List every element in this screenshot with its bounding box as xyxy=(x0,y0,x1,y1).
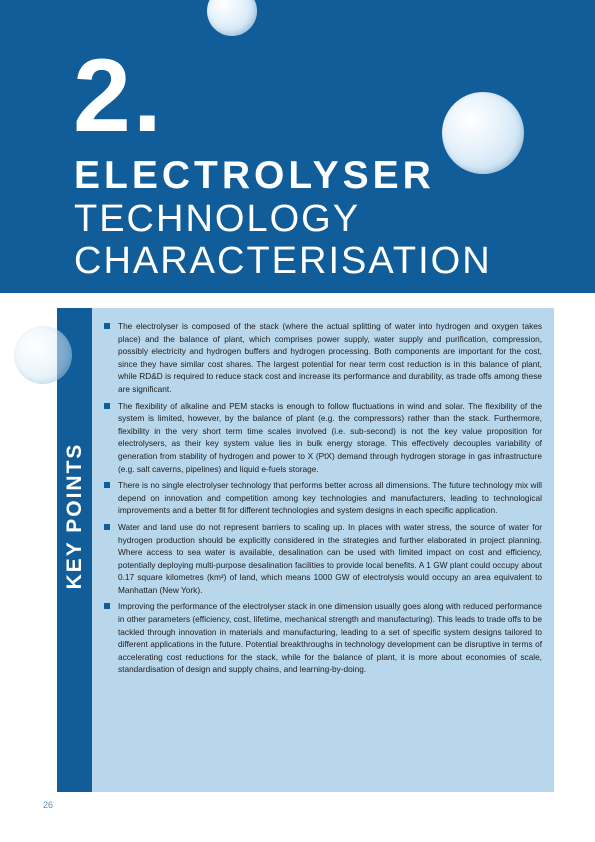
key-point xyxy=(104,320,542,396)
key-points-list xyxy=(104,320,542,680)
chapter-title-line-1: ELECTROLYSER xyxy=(74,154,435,197)
key-point-text: The electrolyser is composed of the stack (where the actual splitting of water into hydrogen and oxygen takes place) and the balance of plant, which comprises power supply, water supply and purification, compression, possibly electricity and hydrogen buffers and hydrogen processing. Both components are important for the cost, since they have similar cost shares. The largest potential for near term cost reduction is in this balance of plant, while RD&D is required to reduce stack cost and increase its performance and durability, as trade offs among these are significant. xyxy=(118,321,542,394)
chapter-header xyxy=(0,0,595,293)
square-bullet-icon xyxy=(104,524,110,530)
bubble-decoration xyxy=(14,326,72,384)
key-points-panel xyxy=(92,308,554,792)
key-point xyxy=(104,521,542,597)
key-point xyxy=(104,600,542,676)
page-number: 26 xyxy=(43,800,54,810)
key-points-label: KEY POINTS xyxy=(63,442,86,590)
bubble-decoration xyxy=(207,0,257,36)
key-point-text: Improving the performance of the electrolyser stack in one dimension usually goes along with reduced performance in other parameters (efficiency, cost, lifetime, mechanical strength and manufacturing). This leads to trade offs to be tackled through innovation in materials and manufacturing, leading to a set of specific system designs tailored to different applications in the future. Potential breakthroughs in technology development can be disruptive in terms of accelerating cost reductions for the stack, while for the balance of plant, it is more about economies of scale, standardisation of design and supply chains, and learning-by-doing. xyxy=(118,601,542,675)
square-bullet-icon xyxy=(104,603,110,609)
chapter-title-line-3: CHARACTERISATION xyxy=(74,240,492,282)
square-bullet-icon xyxy=(104,403,110,409)
square-bullet-icon xyxy=(104,482,110,488)
chapter-title-line-2: TECHNOLOGY xyxy=(74,198,361,240)
key-point-text: There is no single electrolyser technology that performs better across all dimensions. The future technology mix will depend on innovation and competition among key technologies and manufacturers, leading to technological improvements and a better fit for different technologies and system designs in each specific application. xyxy=(118,480,542,516)
square-bullet-icon xyxy=(104,323,110,329)
key-point-text: The flexibility of alkaline and PEM stacks is enough to follow fluctuations in wind and solar. The flexibility of the system is limited, however, by the balance of plant (e.g. the compressors) rather than the stack. Furthermore, flexibility in the very short term time scales involved (i.e. sub-second) is not the key value proposition for electrolysers, as their key system value lies in bulk energy storage. This effectively decouples variability of generation from stability of hydrogen and power to X (PtX) demand through hydrogen storage in gas infrastructure (e.g. salt caverns, pipelines) and liquid e-fuels storage. xyxy=(118,400,542,474)
key-point xyxy=(104,479,542,517)
key-point xyxy=(104,400,542,476)
chapter-number: 2. xyxy=(73,38,164,154)
bubble-decoration xyxy=(442,92,524,174)
key-point-text: Water and land use do not represent barriers to scaling up. In places with water stress, the source of water for hydrogen production should be explicitly considered in the strategies and further elaborated in project planning. Where access to sea water is available, desalination can be used with limited impact on cost and efficiency, potentially deploying multi-purpose desalination facilities to provide local benefits. A 1 GW plant could occupy about 0.17 square kilometres (km²) of land, which means 1000 GW of electrolysis would occupy an area equivalent to Manhattan (New York). xyxy=(118,521,542,595)
